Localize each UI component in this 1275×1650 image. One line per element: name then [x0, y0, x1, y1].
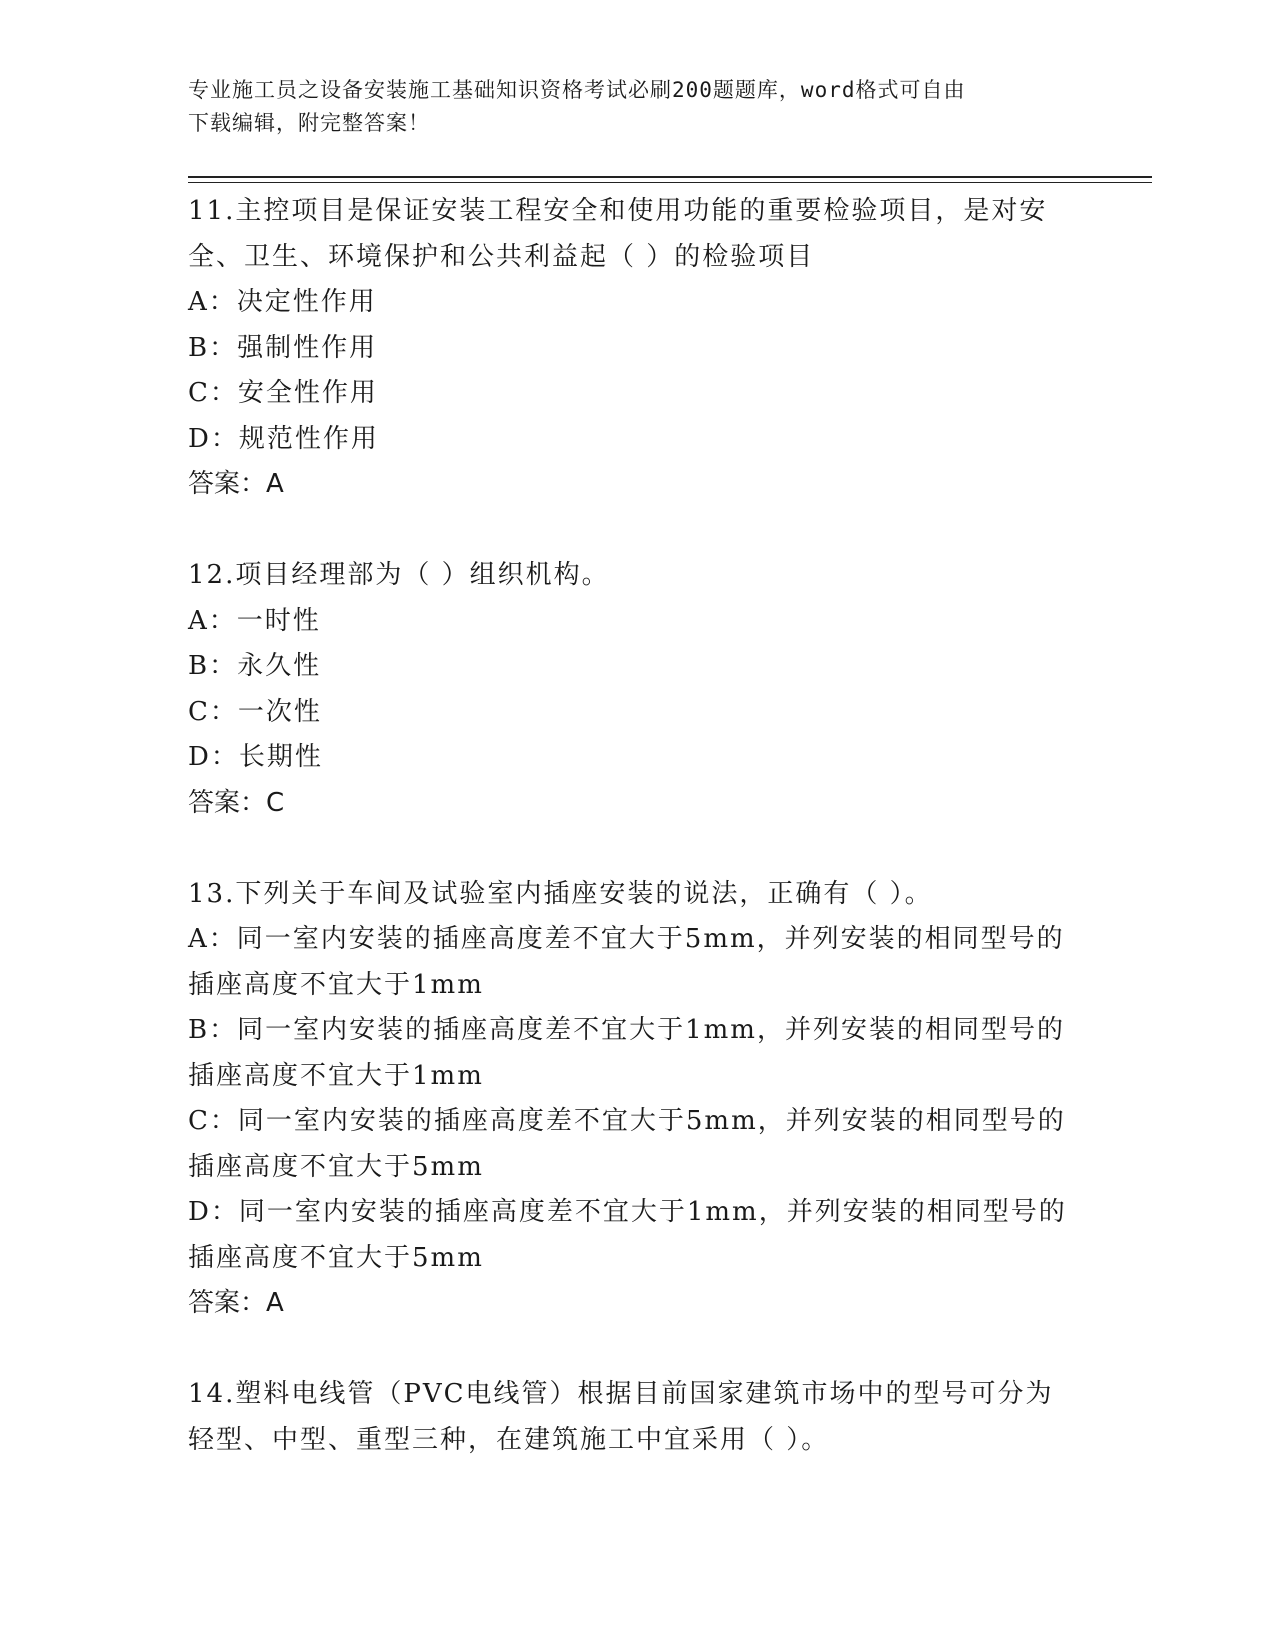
- header-line-2: 下载编辑，附完整答案！: [188, 111, 430, 135]
- option-c: C：安全性作用: [188, 378, 378, 408]
- question-stem-line: 11.主控项目是保证安装工程安全和使用功能的重要检验项目，是对安: [188, 196, 1048, 226]
- option-c: C：一次性: [188, 696, 322, 727]
- question-list: [188, 189, 1088, 1509]
- option-a: A：决定性作用: [188, 287, 377, 317]
- option-d-line-2: 插座高度不宜大于5mm: [188, 1242, 484, 1273]
- question-stem-line: 14.塑料电线管（PVC电线管）根据目前国家建筑市场中的型号可分为: [188, 1379, 1054, 1409]
- question-12: [188, 553, 1088, 826]
- option-a-line-2: 插座高度不宜大于1mm: [188, 969, 484, 1000]
- answer-line: 答案：A: [188, 1288, 284, 1318]
- header-divider-thin: [188, 182, 1152, 183]
- option-b-line-2: 插座高度不宜大于1mm: [188, 1060, 484, 1091]
- option-c-line-2: 插座高度不宜大于5mm: [188, 1151, 484, 1182]
- option-d: D：规范性作用: [188, 423, 379, 454]
- question-stem-line: 12.项目经理部为（ ）组织机构。: [188, 560, 610, 590]
- answer-line: 答案：C: [188, 787, 285, 818]
- option-a-line-1: A：同一室内安装的插座高度差不宜大于5mm，并列安装的相同型号的: [188, 924, 1065, 954]
- question-11: [188, 189, 1088, 508]
- option-b: B：强制性作用: [188, 332, 378, 363]
- option-d: D：长期性: [188, 742, 323, 772]
- answer-line: 答案：A: [188, 469, 284, 499]
- document-header: [188, 74, 1068, 140]
- option-c-line-1: C：同一室内安装的插座高度差不宜大于5mm，并列安装的相同型号的: [188, 1106, 1066, 1136]
- question-stem-line: 轻型、中型、重型三种，在建筑施工中宜采用（ ）。: [188, 1424, 830, 1455]
- question-stem-line: 全、卫生、环境保护和公共利益起（ ）的检验项目: [188, 241, 815, 272]
- option-b-line-1: B：同一室内安装的插座高度差不宜大于1mm，并列安装的相同型号的: [188, 1015, 1065, 1045]
- option-b: B：永久性: [188, 651, 322, 681]
- header-divider-thick: [188, 176, 1152, 178]
- option-a: A：一时性: [188, 605, 321, 636]
- header-line-1: 专业施工员之设备安装施工基础知识资格考试必刷200题题库，word格式可自由: [188, 78, 966, 102]
- option-d-line-1: D：同一室内安装的插座高度差不宜大于1mm，并列安装的相同型号的: [188, 1197, 1067, 1227]
- question-stem-line: 13.下列关于车间及试验室内插座安装的说法，正确有（ ）。: [188, 878, 933, 909]
- question-13: [188, 872, 1088, 1327]
- question-14: [188, 1372, 1088, 1463]
